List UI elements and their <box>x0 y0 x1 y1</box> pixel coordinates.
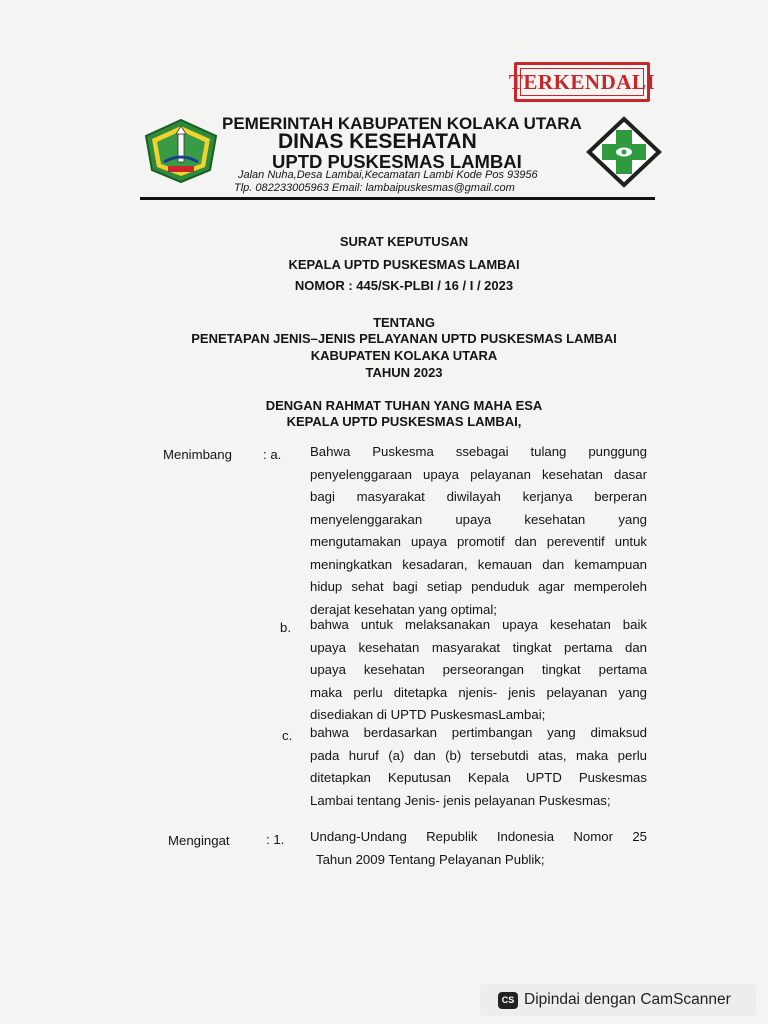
menimbang-label: Menimbang <box>163 447 232 462</box>
mengingat-marker-1: : 1. <box>266 832 285 847</box>
text-line: meningkatkan kesadaran, kemauan dan kemampuan <box>310 556 647 572</box>
camscanner-text: Dipindai dengan CamScanner <box>524 991 731 1008</box>
text-line: Lambai tentang Jenis- jenis pelayanan Puskesmas; <box>310 792 611 808</box>
text-line: Bahwa Puskesma ssebagai tulang punggung <box>310 444 647 459</box>
menimbang-marker-a: : a. <box>263 447 282 462</box>
header-contact: Tlp. 082233005963 Email: lambaipuskesmas@gmail.com <box>234 182 515 194</box>
decree-number: NOMOR : 445/SK-PLBI / 16 / I / 2023 <box>294 278 514 293</box>
text-line: mengutamakan upaya promotif dan pereventif untuk <box>310 534 647 549</box>
text-line: menyelenggarakan upaya kesehatan yang <box>310 511 647 527</box>
header-department: DINAS KESEHATAN <box>278 130 477 153</box>
text-line: upaya kesehatan perseorangan tingkat pertama <box>310 662 647 677</box>
stamp-text: TERKENDALI <box>508 69 656 94</box>
decree-title: SURAT KEPUTUSAN <box>339 234 469 249</box>
mengingat-item-1 <box>310 826 647 871</box>
header-address: Jalan Nuha,Desa Lambai,Kecamatan Lambi Kode Pos 93956 <box>238 169 538 181</box>
decree-issuer: KEPALA UPTD PUSKESMAS LAMBAI <box>288 257 520 272</box>
text-line: Undang-Undang Republik Indonesia Nomor 25 <box>310 829 647 844</box>
menimbang-item-c <box>310 722 647 812</box>
menimbang-marker-c: c. <box>282 728 293 743</box>
text-line: maka perlu ditetapka njenis- jenis pelayanan yang <box>310 684 647 700</box>
camscanner-icon: CS <box>498 992 518 1009</box>
terkendali-stamp <box>508 62 656 102</box>
decree-subject-line1: PENETAPAN JENIS–JENIS PELAYANAN UPTD PUSKESMAS LAMBAI <box>191 331 617 346</box>
header-government: PEMERINTAH KABUPATEN KOLAKA UTARA <box>222 114 582 133</box>
puskesmas-logo-icon <box>586 116 662 188</box>
text-line: bahwa untuk melaksanakan upaya kesehatan baik <box>310 617 647 632</box>
camscanner-watermark <box>480 984 756 1016</box>
text-line: disediakan di UPTD PuskesmasLambai; <box>310 707 546 722</box>
kolaka-utara-emblem-icon <box>140 118 222 184</box>
rahmat-line1: DENGAN RAHMAT TUHAN YANG MAHA ESA <box>265 398 543 413</box>
mengingat-label: Mengingat <box>168 833 230 848</box>
decree-subject-line2: KABUPATEN KOLAKA UTARA <box>310 348 498 363</box>
decree-subject-line3: TAHUN 2023 <box>365 365 443 380</box>
menimbang-item-b <box>310 614 647 727</box>
menimbang-marker-b: b. <box>280 620 291 635</box>
rahmat-line2: KEPALA UPTD PUSKESMAS LAMBAI, <box>286 414 522 429</box>
text-line: ditetapkan Keputusan Kepala UPTD Puskesmas <box>310 770 647 785</box>
header-divider <box>140 197 655 200</box>
menimbang-item-a <box>310 441 647 621</box>
text-line: penyelenggaraan upaya pelayanan kesehatan dasar <box>310 466 647 482</box>
header-unit: UPTD PUSKESMAS LAMBAI <box>272 151 522 172</box>
text-line: pada huruf (a) dan (b) tersebutdi atas, maka perlu <box>310 747 647 763</box>
text-line: bahwa berdasarkan pertimbangan yang dimaksud <box>310 725 647 740</box>
text-line: Tahun 2009 Tentang Pelayanan Publik; <box>316 851 545 867</box>
text-line: derajat kesehatan yang optimal; <box>310 601 497 617</box>
text-line: upaya kesehatan masyarakat tingkat pertama dan <box>310 639 647 655</box>
tentang-heading: TENTANG <box>373 315 435 330</box>
text-line: hidup sehat bagi setiap penduduk agar memperoleh <box>310 579 647 594</box>
text-line: bagi masyarakat diwilayah kerjanya berperan <box>310 489 647 504</box>
